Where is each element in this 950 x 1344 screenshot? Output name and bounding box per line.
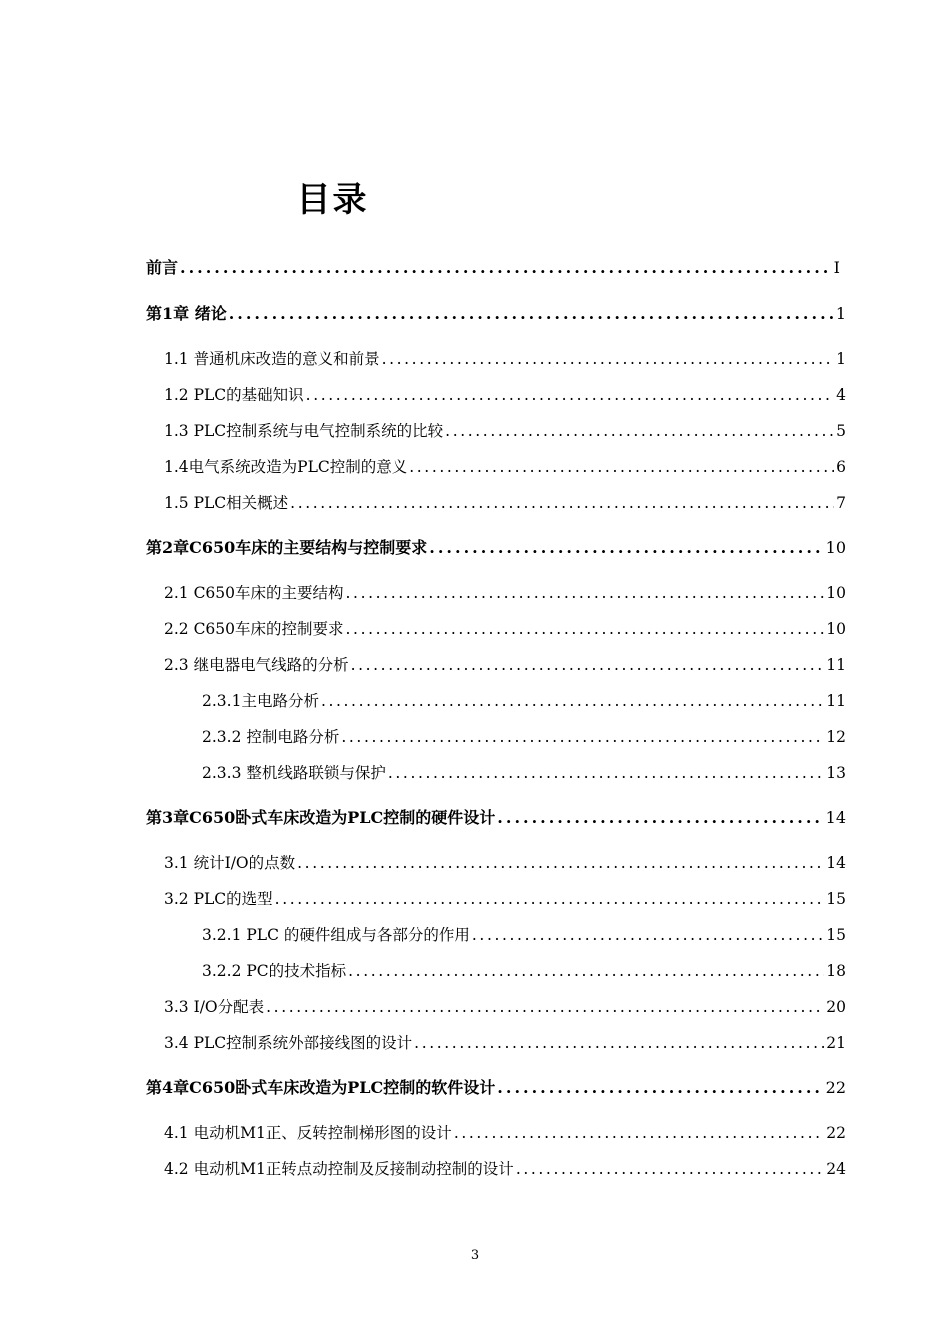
toc-entry-label: 2.2 C650车床的控制要求 <box>164 620 344 638</box>
toc-entry-3-4[interactable] <box>164 1031 846 1055</box>
toc-entry-label: 第3章C650卧式车床改造为PLC控制的硬件设计 <box>146 808 496 827</box>
toc-entry-3-2-2[interactable] <box>202 959 846 983</box>
dot-leader <box>472 923 824 947</box>
toc-entry-1-3[interactable] <box>164 419 846 443</box>
toc-entry-label: 4.2 电动机M1正转点动控制及反接制动控制的设计 <box>164 1160 514 1178</box>
toc-entry-label: 3.2.1 PLC 的硬件组成与各部分的作用 <box>202 926 470 944</box>
dot-leader <box>409 455 834 479</box>
toc-entry-page: 22 <box>825 1078 846 1097</box>
toc-entry-page: 22 <box>826 1124 846 1142</box>
toc-entry-page: 20 <box>826 998 846 1016</box>
toc-entry-label: 2.3 继电器电气线路的分析 <box>164 656 349 674</box>
dot-leader <box>454 1121 824 1145</box>
toc-entry-2-2[interactable] <box>164 617 846 641</box>
toc-entry-label: 3.3 I/O分配表 <box>164 998 265 1016</box>
toc-entry-page: 5 <box>836 422 846 440</box>
toc-entry-label: 3.4 PLC控制系统外部接线图的设计 <box>164 1034 413 1052</box>
toc-entry-preface[interactable] <box>146 256 840 280</box>
dot-leader <box>382 347 835 371</box>
dot-leader <box>388 761 824 785</box>
dot-leader <box>445 419 834 443</box>
dot-leader <box>290 491 834 515</box>
toc-entry-page: 18 <box>826 962 846 980</box>
toc-entry-label: 2.3.2 控制电路分析 <box>202 728 340 746</box>
dot-leader <box>346 581 825 605</box>
dot-leader <box>516 1157 824 1181</box>
dot-leader <box>321 689 824 713</box>
toc-entry-label: 第2章C650车床的主要结构与控制要求 <box>146 538 428 557</box>
toc-entry-page: 1 <box>835 304 846 323</box>
toc-entry-label: 前言 <box>146 258 179 277</box>
toc-entry-label: 1.3 PLC控制系统与电气控制系统的比较 <box>164 422 444 440</box>
toc-entry-page: 10 <box>826 584 846 602</box>
toc-entry-label: 2.1 C650车床的主要结构 <box>164 584 344 602</box>
dot-leader <box>346 617 825 641</box>
toc-entry-1-1[interactable] <box>164 347 846 371</box>
toc-entry-label: 2.3.3 整机线路联锁与保护 <box>202 764 386 782</box>
toc-entry-label: 1.4电气系统改造为PLC控制的意义 <box>164 458 408 476</box>
toc-entry-chapter-4[interactable] <box>146 1076 846 1100</box>
dot-leader <box>497 806 823 830</box>
dot-leader <box>341 725 824 749</box>
toc-entry-label: 3.2.2 PC的技术指标 <box>202 962 347 980</box>
toc-entry-page: 13 <box>826 764 846 782</box>
toc-entry-label: 1.5 PLC相关概述 <box>164 494 289 512</box>
toc-entry-label: 第1章 绪论 <box>146 304 227 323</box>
toc-entry-page: 10 <box>826 620 846 638</box>
toc-entry-page: 7 <box>836 494 846 512</box>
toc-entry-chapter-2[interactable] <box>146 536 846 560</box>
toc-entry-1-2[interactable] <box>164 383 846 407</box>
toc-entry-page: 10 <box>825 538 846 557</box>
toc-entry-page: 4 <box>836 386 846 404</box>
toc-entry-page: 14 <box>826 854 846 872</box>
toc-entry-3-1[interactable] <box>164 851 846 875</box>
toc-entry-page: 12 <box>826 728 846 746</box>
toc-entry-2-3[interactable] <box>164 653 846 677</box>
dot-leader <box>275 887 825 911</box>
toc-entry-2-3-2[interactable] <box>202 725 846 749</box>
dot-leader <box>497 1076 823 1100</box>
toc-entry-label: 第4章C650卧式车床改造为PLC控制的软件设计 <box>146 1078 496 1097</box>
dot-leader <box>180 256 832 280</box>
toc-entry-label: 3.2 PLC的选型 <box>164 890 273 908</box>
toc-entry-page: 15 <box>826 890 846 908</box>
toc-entry-page: 11 <box>826 656 846 674</box>
toc-entry-1-5[interactable] <box>164 491 846 515</box>
dot-leader <box>429 536 823 560</box>
page-number: 3 <box>470 1248 480 1263</box>
toc-entry-4-1[interactable] <box>164 1121 846 1145</box>
toc-entry-page: 21 <box>826 1034 846 1052</box>
toc-entry-page: 6 <box>836 458 846 476</box>
toc-entry-2-3-1[interactable] <box>202 689 846 713</box>
toc-entry-label: 2.3.1主电路分析 <box>202 692 319 710</box>
toc-entry-page: I <box>833 258 840 277</box>
toc-title: 目录 <box>296 180 369 220</box>
dot-leader <box>414 1031 824 1055</box>
toc-entry-label: 3.1 统计I/O的点数 <box>164 854 296 872</box>
toc-entry-label: 4.1 电动机M1正、反转控制梯形图的设计 <box>164 1124 452 1142</box>
toc-entry-page: 1 <box>836 350 846 368</box>
toc-entry-chapter-3[interactable] <box>146 806 846 830</box>
toc-entry-page: 15 <box>826 926 846 944</box>
toc-entry-chapter-1[interactable] <box>146 302 846 326</box>
dot-leader <box>229 302 834 326</box>
toc-entry-2-3-3[interactable] <box>202 761 846 785</box>
dot-leader <box>266 995 824 1019</box>
toc-entry-4-2[interactable] <box>164 1157 846 1181</box>
toc-entry-3-2-1[interactable] <box>202 923 846 947</box>
dot-leader <box>306 383 834 407</box>
toc-entry-label: 1.2 PLC的基础知识 <box>164 386 304 404</box>
toc-entry-page: 14 <box>825 808 846 827</box>
toc-entry-page: 11 <box>826 692 846 710</box>
toc-entry-2-1[interactable] <box>164 581 846 605</box>
dot-leader <box>351 653 825 677</box>
toc-entry-page: 24 <box>826 1160 846 1178</box>
toc-entry-3-3[interactable] <box>164 995 846 1019</box>
toc-entry-3-2[interactable] <box>164 887 846 911</box>
toc-entry-label: 1.1 普通机床改造的意义和前景 <box>164 350 380 368</box>
dot-leader <box>348 959 824 983</box>
dot-leader <box>297 851 824 875</box>
toc-entry-1-4[interactable] <box>164 455 846 479</box>
